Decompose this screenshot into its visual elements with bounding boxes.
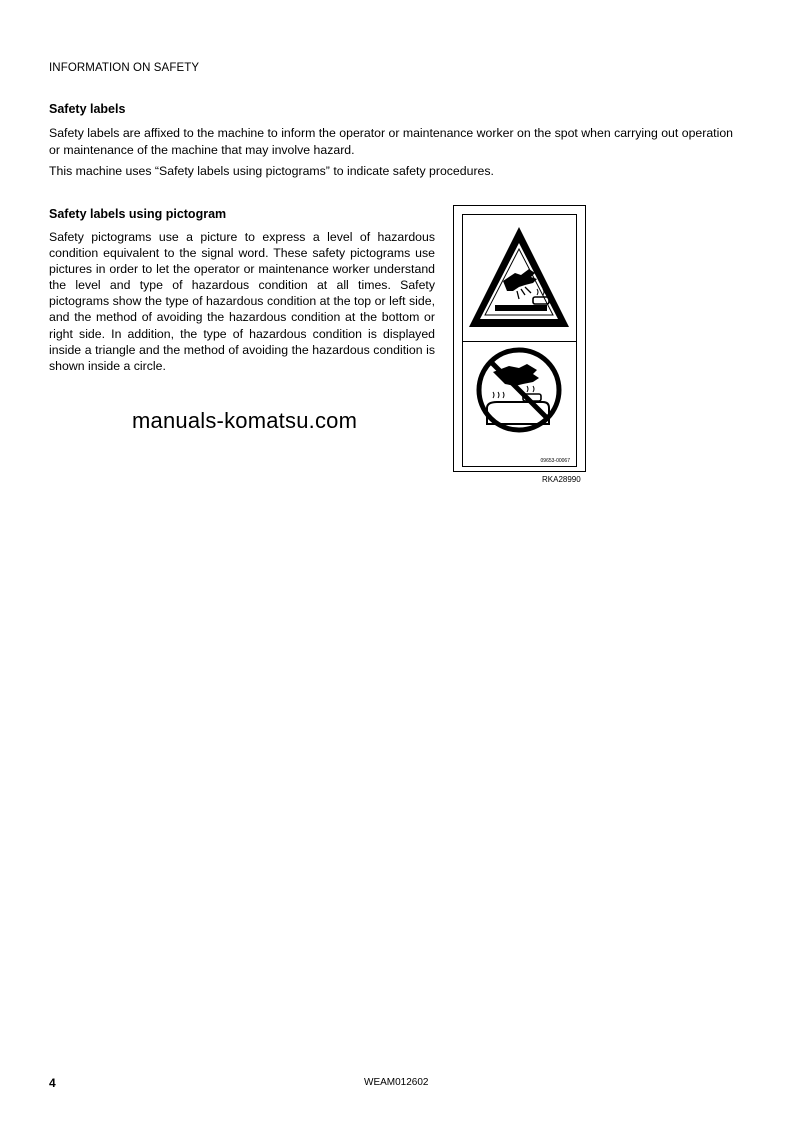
pictogram-section-paragraph: Safety pictograms use a picture to express a level of hazardous condition equivalent to the signal word. These safety pictograms use pictures in order to let the operator or maintenance worker understand the level and type of hazardous condition at all times. Safety pictograms show the type of hazardous condition at the top or left side, and the method of avoiding the hazardous condition at the bottom or right side. In addition, the type of hazardous condition is displayed inside a triangle and the method of avoiding the hazardous condition is shown inside a circle. xyxy=(49,230,435,373)
pictogram-section-heading: Safety labels using pictogram xyxy=(49,207,227,221)
document-code: WEAM012602 xyxy=(364,1077,429,1088)
page-header: INFORMATION ON SAFETY xyxy=(49,62,200,74)
prohibition-circle-icon xyxy=(463,342,576,466)
safety-labels-heading: Safety labels xyxy=(49,102,126,116)
safety-labels-paragraph-1: Safety labels are affixed to the machine to inform the operator or maintenance worker on the spot when carrying out operation or maintenance of the machine that may involve hazard. xyxy=(49,126,734,157)
page-number: 4 xyxy=(49,1076,56,1090)
label-part-number: 09653-00067 xyxy=(540,458,570,464)
hazard-triangle-icon xyxy=(463,215,576,339)
figure-caption: RKA28990 xyxy=(542,475,581,484)
safety-labels-paragraph-2: This machine uses “Safety labels using pictograms” to indicate safety procedures. xyxy=(49,164,494,178)
safety-label-figure xyxy=(453,205,586,472)
safety-label-frame xyxy=(462,214,577,467)
watermark: manuals-komatsu.com xyxy=(132,408,358,433)
